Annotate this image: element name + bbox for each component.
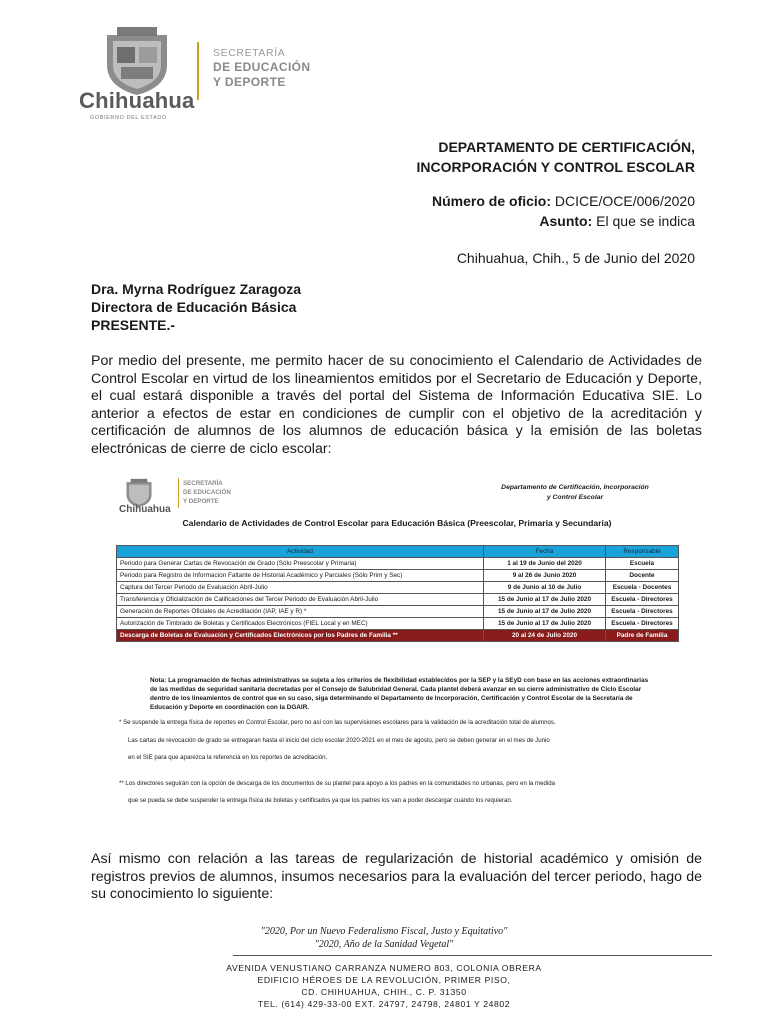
letter-date: Chihuahua, Chih., 5 de Junio del 2020 — [456, 250, 695, 266]
address-line-4: TEL. (614) 429-33-00 EXT. 24797, 24798, 24801 Y 24802 — [257, 999, 511, 1009]
motto-line-2: "2020, Año de la Sanidad Vegetal" — [314, 939, 454, 950]
logo-city-name: Chihuahua — [79, 88, 195, 113]
cell-fecha: 9 de Junio al 10 de Julio — [484, 582, 606, 594]
secretaria-line-2: DE EDUCACIÓN — [213, 60, 311, 74]
footnote-5: que se pueda se debe suspender la entrega física de boletas y certificados ya que los padres los van a poder descargar cuando los requieran. — [128, 797, 513, 804]
calendar-note: Nota: La programación de fechas administrativas se sujeta a los criterios de flexibilidad establecidos por la SEP y la SEyD con base en las acciones extraordinarias de las medidas de seguridad sanitaria decretadas por el Consejo de Salubridad General. Cada plantel deberá avanzar en su cierre administrativo de Ciclo Escolar dentro de los lineamientos de control que en su caso, siga determinando el Departamento de Incorporación, Certificación y Control Escolar de la Secretaría de Educación y Deporte en coordinación con la DGAIR. — [150, 677, 649, 711]
address-line-2: EDIFICIO HÉROES DE LA REVOLUCIÓN, PRIMER PISO, — [257, 975, 511, 985]
footnote-1: * Se suspende la entrega física de reportes en Control Escolar, pero no así con las supervisiones escolares para la validación de la acreditación total de alumnos. — [119, 719, 556, 726]
footnote-3: en el SIE para que aparezca la referencia en los reportes de acreditación. — [128, 754, 328, 761]
asunto-value: El que se indica — [596, 213, 695, 229]
cell-actividad: Periodo para Generar Cartas de Revocación de Grado (Sólo Preescolar y Primaria) — [117, 558, 484, 570]
footnote-4: ** Los directores seguirán con la opción de descarga de los documentos de su plantel para apoyo a los padres en la comunidades no urbanas, pero en la medida — [119, 780, 555, 787]
cell-responsable: Escuela - Directores — [606, 618, 679, 630]
table-row — [117, 570, 679, 582]
mini-logo-divider — [178, 478, 179, 508]
department-heading — [417, 137, 695, 177]
calendar-table — [116, 545, 679, 642]
mini-secretaria-3: Y DEPORTE — [183, 498, 219, 505]
cell-responsable: Docente — [606, 570, 679, 582]
department-line-1: DEPARTAMENTO DE CERTIFICACIÓN, — [438, 139, 695, 155]
cell-actividad: Descarga de Boletas de Evaluación y Certificados Electrónicos por los Padres de Familia ** — [117, 630, 484, 642]
cell-responsable: Padre de Familia — [606, 630, 679, 642]
cell-responsable: Escuela - Directores — [606, 594, 679, 606]
mini-logo-city: Chihuahua — [119, 504, 171, 515]
column-header-actividad: Actividad — [117, 546, 484, 558]
cell-responsable: Escuela - Docentes — [606, 582, 679, 594]
table-row — [117, 606, 679, 618]
shield-icon — [95, 25, 179, 97]
cell-fecha: 20 al 24 de Julio 2020 — [484, 630, 606, 642]
logo-government: GOBIERNO DEL ESTADO — [90, 115, 167, 121]
cell-actividad: Transferencia y Oficialización de Calificaciones del Tercer Periodo de Evaluación Abril-Julio — [117, 594, 484, 606]
address-line-1: AVENIDA VENUSTIANO CARRANZA NUMERO 803, COLONIA OBRERA — [226, 963, 542, 973]
cell-fecha: 15 de Junio al 17 de Julio 2020 — [484, 594, 606, 606]
cell-actividad: Generación de Reportes Oficiales de Acreditación (IAP, IAE y R) * — [117, 606, 484, 618]
secretaria-line-1: SECRETARÍA — [213, 47, 286, 59]
cell-responsable: Escuela — [606, 558, 679, 570]
motto-line-1: "2020, Por un Nuevo Federalismo Fiscal, Justo y Equitativo" — [260, 926, 508, 937]
cell-fecha: 15 de Junio al 17 de Julio 2020 — [484, 618, 606, 630]
cell-actividad: Periodo para Registro de Informacion Faltante de Historial Académico y Parciales (Sólo Prim y Sec) — [117, 570, 484, 582]
asunto — [539, 213, 695, 229]
column-header-fecha: Fecha — [484, 546, 606, 558]
calendar-department-line-2: y Control Escolar — [546, 494, 604, 501]
calendar-department-line-1: Departamento de Certificación, Incorporación — [501, 484, 649, 491]
table-row — [117, 558, 679, 570]
mini-secretaria-1: SECRETARÍA — [183, 480, 223, 487]
recipient-name: Dra. Myrna Rodríguez Zaragoza — [91, 281, 302, 297]
column-header-responsable: Responsable — [606, 546, 679, 558]
cell-fecha: 1 al 19 de Junio del 2020 — [484, 558, 606, 570]
table-row — [117, 582, 679, 594]
cell-responsable: Escuela - Directores — [606, 606, 679, 618]
footnote-2: Las cartas de revocación de grado se entregaran hasta el inicio del ciclo escolar 2020-2021 en el mes de agosto, pero se deben generar en el mes de Junio — [128, 737, 550, 744]
address-line-3: CD. CHIHUAHUA, CHIH., C. P. 31350 — [301, 987, 467, 997]
body-paragraph-2: Así mismo con relación a las tareas de regularización de historial académico y omisión de registros previos de alumnos, insumos necesarios para la evaluación del tercer periodo, hago de su conocimiento lo siguiente: — [91, 851, 702, 902]
table-row — [117, 594, 679, 606]
presente: PRESENTE.- — [91, 317, 176, 333]
table-row — [117, 618, 679, 630]
footer-divider — [233, 955, 712, 956]
secretaria-line-3: Y DEPORTE — [213, 75, 286, 89]
cell-actividad: Captura del Tercer Periodo de Evaluación Abril-Julio — [117, 582, 484, 594]
cell-actividad: Autorización de Timbrado de Boletas y Certificados Electrónicos (FIEL Local y en MEC) — [117, 618, 484, 630]
calendar-title: Calendario de Actividades de Control Escolar para Educación Básica (Preescolar, Primaria y Secundaria) — [182, 518, 612, 528]
body-paragraph-1: Por medio del presente, me permito hacer de su conocimiento el Calendario de Actividades de Control Escolar en virtud de los lineamientos emitidos por el Secretario de Educación y Deporte, el cual estará disponible a través del portal del Sistema de Información Educativa SIE. Lo anterior a efectos de estar en condiciones de cumplir con el objetivo de la acreditación y certificación de alumnos de los alumnos de educación básica y la emisión de las boletas electrónicas de cierre de ciclo escolar: — [91, 353, 702, 457]
oficio-label: Número de oficio: — [432, 193, 552, 209]
mini-secretaria-2: DE EDUCACIÓN — [183, 489, 231, 496]
asunto-label: Asunto: — [539, 213, 593, 229]
oficio-number — [432, 193, 695, 209]
table-row-highlighted — [117, 630, 679, 642]
recipient-title: Directora de Educación Básica — [91, 299, 297, 315]
oficio-value: DCICE/OCE/006/2020 — [554, 193, 695, 209]
cell-fecha: 9 al 26 de Junio 2020 — [484, 570, 606, 582]
logo-divider — [197, 42, 199, 100]
calendar-department — [470, 483, 680, 503]
cell-fecha: 15 de Junio al 17 de Julio 2020 — [484, 606, 606, 618]
department-line-2: INCORPORACIÓN Y CONTROL ESCOLAR — [416, 159, 695, 175]
table-header-row — [117, 546, 679, 558]
